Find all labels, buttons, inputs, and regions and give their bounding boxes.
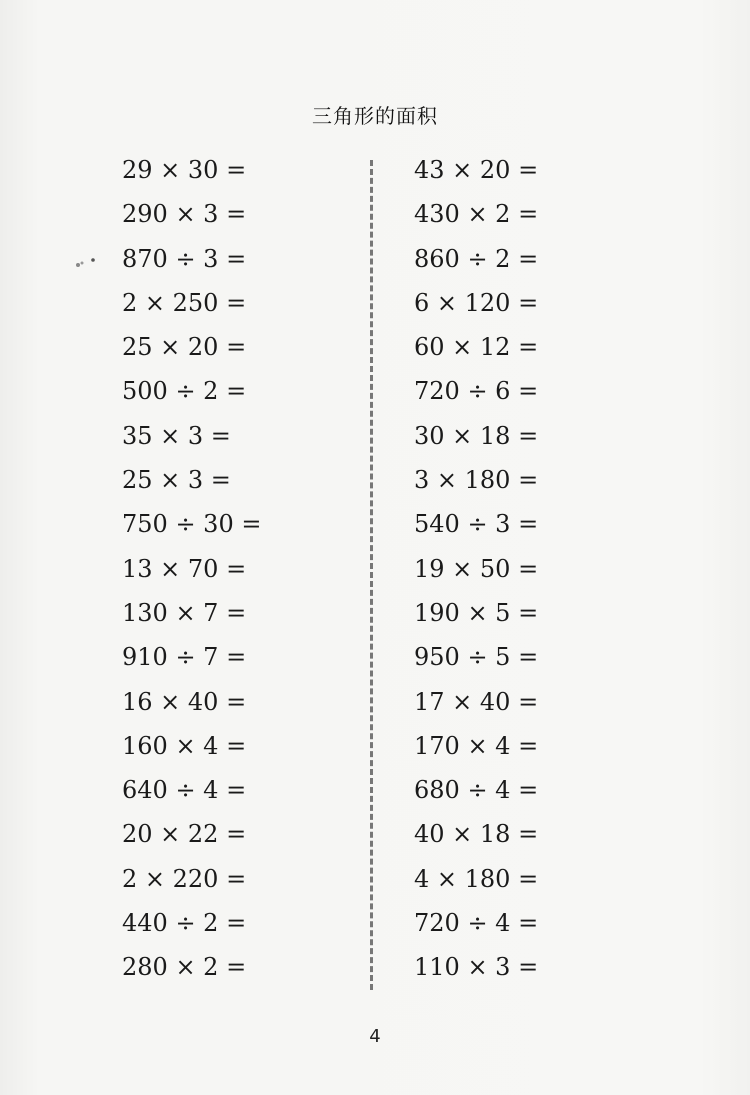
problem-item: 43 × 20 = [414,156,539,184]
ink-speck [72,256,96,270]
problem-item: 13 × 70 = [122,554,247,583]
problem-item: 170 × 4 = [414,731,539,760]
problem-item: 29 × 30 = [122,156,247,184]
problem-item: 440 ÷ 2 = [122,909,247,938]
problem-item: 870 ÷ 3 = [122,244,247,273]
problem-item: 540 ÷ 3 = [414,510,539,539]
problem-item: 17 × 40 = [414,687,539,716]
problem-item: 500 ÷ 2 = [122,377,247,406]
problem-item: 6 × 120 = [414,288,539,317]
problem-item: 640 ÷ 4 = [122,776,247,805]
problem-item: 60 × 12 = [414,333,539,362]
problem-item: 130 × 7 = [122,598,247,627]
page-number: 4 [369,1026,381,1047]
problem-item: 910 ÷ 7 = [122,643,247,672]
problem-item: 860 ÷ 2 = [414,244,539,273]
problem-item: 4 × 180 = [414,864,539,893]
problem-item: 25 × 20 = [122,333,247,362]
problem-item: 290 × 3 = [122,200,247,229]
problem-item: 190 × 5 = [414,598,539,627]
page-title: 三角形的面积 [312,104,438,128]
problem-item: 950 ÷ 5 = [414,643,539,672]
problem-item: 720 ÷ 4 = [414,909,539,938]
problem-item: 110 × 3 = [414,953,539,982]
problem-item: 680 ÷ 4 = [414,776,539,805]
problem-item: 720 ÷ 6 = [414,377,539,406]
problem-item: 2 × 250 = [122,288,247,317]
problem-item: 3 × 180 = [414,466,539,495]
problem-item: 750 ÷ 30 = [122,510,262,539]
right-problem-column [414,148,614,990]
problem-item: 2 × 220 = [122,864,247,893]
left-problem-column [122,148,322,990]
problem-item: 35 × 3 = [122,421,231,450]
problem-item: 25 × 3 = [122,466,231,495]
problem-item: 160 × 4 = [122,731,247,760]
problem-item: 430 × 2 = [414,200,539,229]
problem-item: 16 × 40 = [122,687,247,716]
problem-item: 20 × 22 = [122,820,247,849]
problem-item: 40 × 18 = [414,820,539,849]
problem-item: 30 × 18 = [414,421,539,450]
dashed-divider [370,160,373,990]
problem-item: 280 × 2 = [122,953,247,982]
problem-item: 19 × 50 = [414,554,539,583]
